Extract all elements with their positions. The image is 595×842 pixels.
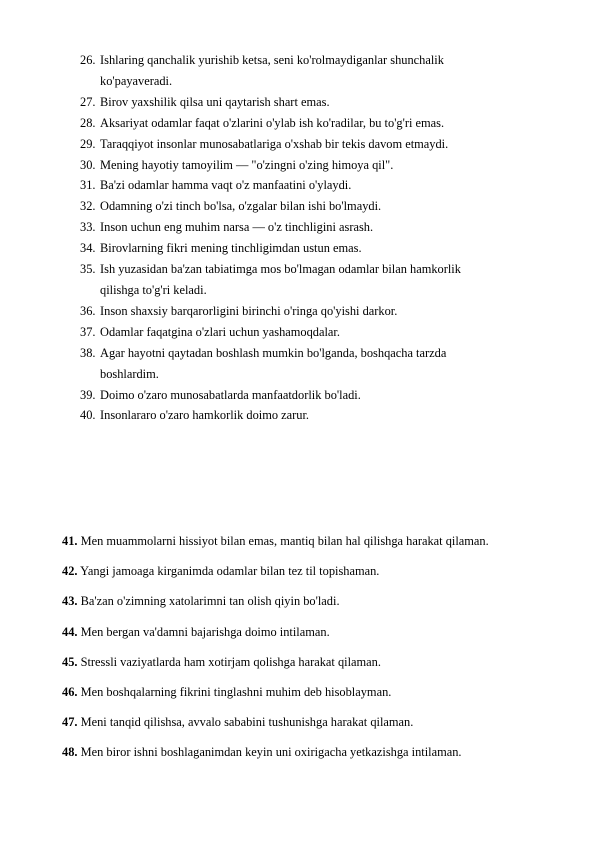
list-item (80, 175, 550, 196)
item-number: 46. (62, 684, 78, 699)
item-text: Ish yuzasidan ba'zan tabiatimga mos bo'lmagan odamlar bilan hamkorlik qilishga to'g'ri keladi. (100, 262, 461, 297)
item-text: Men muammolarni hissiyot bilan emas, mantiq bilan hal qilishga harakat qilaman. (77, 534, 489, 548)
item-number: 47. (62, 715, 78, 730)
list-item (62, 561, 562, 591)
item-number: 44. (62, 624, 78, 639)
item-number: 40. (80, 408, 96, 423)
item-text: Taraqqiyot insonlar munosabatlariga o'xshab bir tekis davom etmaydi. (100, 136, 449, 151)
item-text: Inson uchun eng muhim narsa — o'z tinchligini asrash. (100, 220, 374, 235)
item-number: 43. (62, 594, 78, 609)
item-number: 30. (80, 157, 96, 172)
list-item (80, 113, 550, 134)
item-number: 39. (80, 387, 96, 402)
item-number: 35. (80, 262, 96, 277)
list-item (62, 652, 562, 682)
item-number: 38. (80, 345, 96, 360)
item-text: Mening hayotiy tamoyilim — "o'zingni o'zing himoya qil". (100, 157, 394, 172)
item-number: 29. (80, 136, 96, 151)
list-item (80, 259, 550, 301)
item-number: 33. (80, 220, 96, 235)
item-number: 45. (62, 654, 78, 669)
item-number: 26. (80, 53, 96, 67)
list-item (62, 591, 562, 621)
item-text: Stressli vaziyatlarda ham xotirjam qolishga harakat qilaman. (77, 654, 381, 669)
item-text: Ba'zan o'zimning xatolarimni tan olish qiyin bo'ladi. (77, 594, 340, 609)
item-number: 42. (62, 564, 78, 579)
item-text: Odamlar faqatgina o'zlari uchun yashamoqdalar. (100, 324, 340, 339)
item-text: Odamning o'zi tinch bo'lsa, o'zgalar bilan ishi bo'lmaydi. (100, 199, 382, 214)
item-number: 48. (62, 745, 78, 760)
item-text: Men bergan va'damni bajarishga doimo intilaman. (77, 624, 330, 639)
item-text: Inson shaxsiy barqarorligini birinchi o'ringa qo'yishi darkor. (100, 303, 398, 318)
list-item (80, 134, 550, 155)
item-number: 41. (62, 534, 78, 548)
item-number: 32. (80, 199, 96, 214)
item-number: 27. (80, 94, 96, 109)
item-text: Aksariyat odamlar faqat o'zlarini o'ylab ish ko'radilar, bu to'g'ri emas. (100, 115, 445, 130)
list-item (80, 322, 550, 343)
list-item (62, 712, 562, 742)
item-text: Men biror ishni boshlaganimdan keyin uni oxirigacha yetkazishga intilaman. (77, 745, 462, 760)
item-text: Agar hayotni qaytadan boshlash mumkin bo'lganda, boshqacha tarzda boshlardim. (100, 345, 447, 381)
list-item (80, 155, 550, 176)
list-item (80, 405, 550, 426)
item-text: Ishlaring qanchalik yurishib ketsa, seni ko'rolmaydiganlar shunchalik ko'payaveradi. (100, 53, 444, 88)
item-text: Insonlararo o'zaro hamkorlik doimo zarur. (100, 408, 310, 423)
list-item (62, 531, 562, 561)
item-text: Birovlarning fikri mening tinchligimdan ustun emas. (100, 241, 362, 256)
item-text: Yangi jamoaga kirganimda odamlar bilan tez til topishaman. (77, 564, 380, 579)
list-item (80, 217, 550, 238)
list-item (80, 92, 550, 113)
item-number: 36. (80, 303, 96, 318)
item-text: Birov yaxshilik qilsa uni qaytarish shart emas. (100, 94, 330, 109)
item-text: Meni tanqid qilishsa, avvalo sababini tushunishga harakat qilaman. (77, 715, 414, 730)
list-item (80, 238, 550, 259)
list-item (80, 343, 550, 385)
numbered-statement-list (80, 50, 550, 426)
item-text: Doimo o'zaro munosabatlarda manfaatdorlik bo'ladi. (100, 387, 361, 402)
item-number: 28. (80, 115, 96, 130)
list-item (62, 622, 562, 652)
item-number: 37. (80, 324, 96, 339)
list-item (80, 301, 550, 322)
item-number: 31. (80, 178, 96, 193)
list-item (80, 196, 550, 217)
list-item (62, 682, 562, 712)
list-item (80, 50, 550, 92)
list-item (62, 742, 562, 772)
item-number: 34. (80, 241, 96, 256)
item-text: Ba'zi odamlar hamma vaqt o'z manfaatini o'ylaydi. (100, 178, 352, 193)
bold-numbered-statement-list (62, 531, 562, 773)
item-text: Men boshqalarning fikrini tinglashni muhim deb hisoblayman. (77, 684, 392, 699)
list-item (80, 385, 550, 406)
